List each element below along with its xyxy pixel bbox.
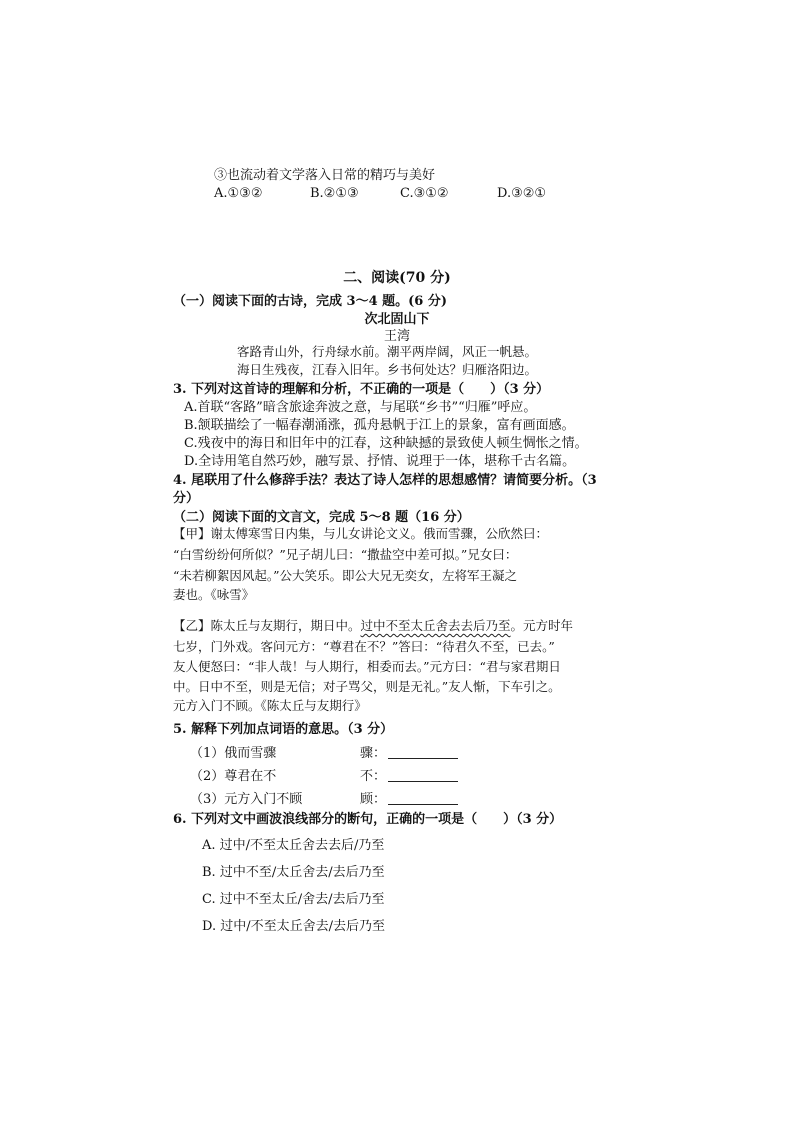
wavy-underlined-sentence: 过中不至太丘舍去去后乃至 (360, 618, 511, 633)
part1-heading: （一）阅读下面的古诗，完成 3～4 题。(6 分) (173, 294, 448, 309)
q6-option-d: D. 过中/不至太丘舍去/去后乃至 (202, 919, 385, 934)
passage-jia-line-2: “白雪纷纷何所似？”兄子胡儿曰：“撒盐空中差可拟。”兄女曰： (173, 547, 518, 562)
q5-item-3-answer (360, 788, 458, 807)
q5-item-1-blank[interactable] (388, 745, 458, 759)
q5-item-1-label: （1）俄而雪骤 (190, 746, 277, 761)
poem-title: 次北固山下 (364, 312, 430, 327)
passage-yi-line-1-start: 【乙】陈太丘与友期行，期日中。 (173, 618, 361, 633)
q5-item-1-answer-label: 骤： (360, 746, 387, 761)
passage-jia-line-4: 妻也。《咏雪》 (173, 587, 255, 602)
q3-stem: 3. 下列对这首诗的理解和分析，不正确的一项是（ ）（3 分） (173, 382, 550, 397)
q5-item-2-blank[interactable] (388, 768, 458, 782)
part2-heading: （二）阅读下面的文言文，完成 5～8 题（16 分） (173, 510, 470, 525)
prev-option-b: B.②①③ (310, 186, 359, 201)
q5-item-3-label: （3）元方入门不顾 (190, 792, 303, 807)
q5-stem: 5. 解释下列加点词语的意思。（3 分） (173, 722, 394, 737)
q4-stem-line-1: 4. 尾联用了什么修辞手法？表达了诗人怎样的思想感情？请简要分析。（3 (173, 473, 597, 488)
poem-line-2: 海日生残夜，江春入旧年。乡书何处达？归雁洛阳边。 (237, 362, 538, 377)
prev-option-c: C.③①② (400, 186, 449, 201)
q5-item-2-label: （2）尊君在不 (190, 769, 277, 784)
passage-yi-line-1 (173, 616, 573, 634)
q5-item-2-answer-label: 不： (360, 769, 387, 784)
passage-yi-line-1-end: 。元方时年 (510, 618, 574, 633)
passage-jia-line-3: “未若柳絮因风起。”公大笑乐。即公大兄无奕女，左将军王凝之 (173, 568, 518, 583)
passage-yi-line-4: 中。日中不至，则是无信；对子骂父，则是无礼。”友人惭，下车引之。 (173, 679, 561, 694)
q4-stem-line-2: 分） (173, 491, 200, 506)
q5-item-3-answer-label: 顾： (360, 792, 387, 807)
q6-stem: 6. 下列对文中画波浪线部分的断句，正确的一项是（ ）（3 分） (173, 812, 563, 827)
passage-yi-line-2: 七岁，门外戏。客问元方：“尊君在不？”答曰：“待君久不至，已去。” (173, 639, 555, 654)
passage-yi-line-5: 元方入门不顾。《陈太丘与友期行》 (173, 698, 367, 713)
q5-item-1-answer (360, 742, 458, 761)
q3-option-d: D.全诗用笔自然巧妙，融写景、抒情、说理于一体，堪称千古名篇。 (184, 454, 576, 469)
prev-option-a: A.①③② (214, 186, 263, 201)
poem-author: 王湾 (383, 329, 410, 344)
poem-line-1: 客路青山外，行舟绿水前。潮平两岸阔，风正一帆悬。 (237, 344, 538, 359)
q6-option-b: B. 过中不至/太丘舍去/去后乃至 (202, 865, 385, 880)
section-title: 二、阅读(70 分) (343, 270, 451, 286)
q3-option-b: B.颔联描绘了一幅春潮涌涨，孤舟悬帆于江上的景象，富有画面感。 (184, 418, 575, 433)
q3-option-a: A.首联“客路”暗含旅途奔波之意，与尾联“乡书”“归雁”呼应。 (184, 400, 537, 415)
q6-option-c: C. 过中不至太丘/舍去/去后乃至 (202, 892, 385, 907)
prev-item-3: ③也流动着文学落入日常的精巧与美好 (214, 168, 436, 183)
prev-option-d: D.③②① (497, 186, 547, 201)
q3-option-c: C.残夜中的海日和旧年中的江春，这种缺撼的景致使人顿生惆怅之情。 (184, 436, 588, 451)
q5-item-3-blank[interactable] (388, 791, 458, 805)
passage-jia-line-1: 【甲】谢太傅寒雪日内集，与儿女讲论文义。俄而雪骤，公欣然曰： (173, 526, 549, 541)
passage-yi-line-3: 友人便怒曰：“非人哉！与人期行，相委而去。”元方曰：“君与家君期日 (173, 659, 561, 674)
q5-item-2-answer (360, 765, 458, 784)
q6-option-a: A. 过中/不至太丘舍去去后/乃至 (202, 838, 385, 853)
